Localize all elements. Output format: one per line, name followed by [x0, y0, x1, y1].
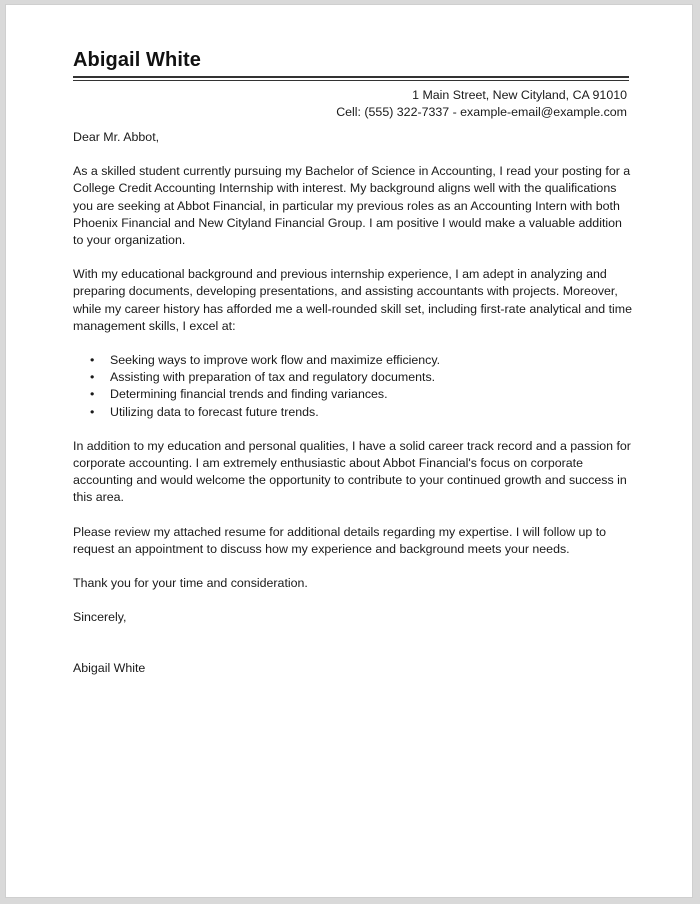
list-item — [90, 386, 633, 403]
list-item-text: Utilizing data to forecast future trends. — [110, 404, 319, 419]
header-rule-thick — [73, 76, 629, 78]
list-item-text: Determining financial trends and finding variances. — [110, 387, 388, 402]
sender-name: Abigail White — [73, 49, 201, 71]
paragraph-2: With my educational background and previous internship experience, I am adept in analyzing and preparing documents, developing presentations, and assisting accountants with projects. Moreover, while my career history has afforded me a well-rounded skill set, including first-rate analytical and time management skills, I excel at: — [73, 267, 632, 333]
list-item — [90, 369, 633, 386]
list-item — [90, 404, 633, 421]
address-line: 1 Main Street, New Cityland, CA 91010 — [412, 88, 627, 102]
list-item-text: Seeking ways to improve work flow and maximize efficiency. — [110, 353, 441, 368]
signature-space — [73, 626, 633, 660]
letter-body — [73, 129, 633, 695]
paragraph-1: As a skilled student currently pursuing my Bachelor of Science in Accounting, I read your posting for a College Credit Accounting Internship with interest. My background aligns well with the qualifications you are seeking at Abbot Financial, in particular my previous roles as an Accounting Intern with both Phoenix Financial and New Cityland Financial Group. I am positive I would make a valuable addition to your organization. — [73, 164, 631, 248]
closing: Sincerely, — [73, 610, 127, 625]
list-item-text: Assisting with preparation of tax and regulatory documents. — [110, 370, 436, 385]
contact-line: Cell: (555) 322-7337 - example-email@example.com — [336, 105, 627, 119]
bullet-icon: • — [90, 353, 95, 368]
header-rule-thin — [73, 80, 629, 81]
paragraph-3: In addition to my education and personal qualities, I have a solid career track record and a passion for corporate accounting. I am extremely enthusiastic about Abbot Financial's focus on corporate accounting and would welcome the opportunity to contribute to your continued growth and success in this area. — [73, 438, 631, 505]
letter-page — [5, 4, 693, 898]
bullet-icon: • — [90, 404, 95, 419]
salutation: Dear Mr. Abbot, — [73, 130, 160, 144]
closing-thanks: Thank you for your time and consideration. — [73, 576, 308, 591]
list-item — [90, 352, 633, 369]
signature-name: Abigail White — [73, 661, 146, 676]
contact-block — [336, 87, 627, 121]
skills-list — [73, 352, 633, 421]
bullet-icon: • — [90, 387, 95, 402]
paragraph-4: Please review my attached resume for additional details regarding my expertise. I will follow up to request an appointment to discuss how my experience and background meets your needs. — [73, 524, 607, 556]
bullet-icon: • — [90, 370, 95, 385]
